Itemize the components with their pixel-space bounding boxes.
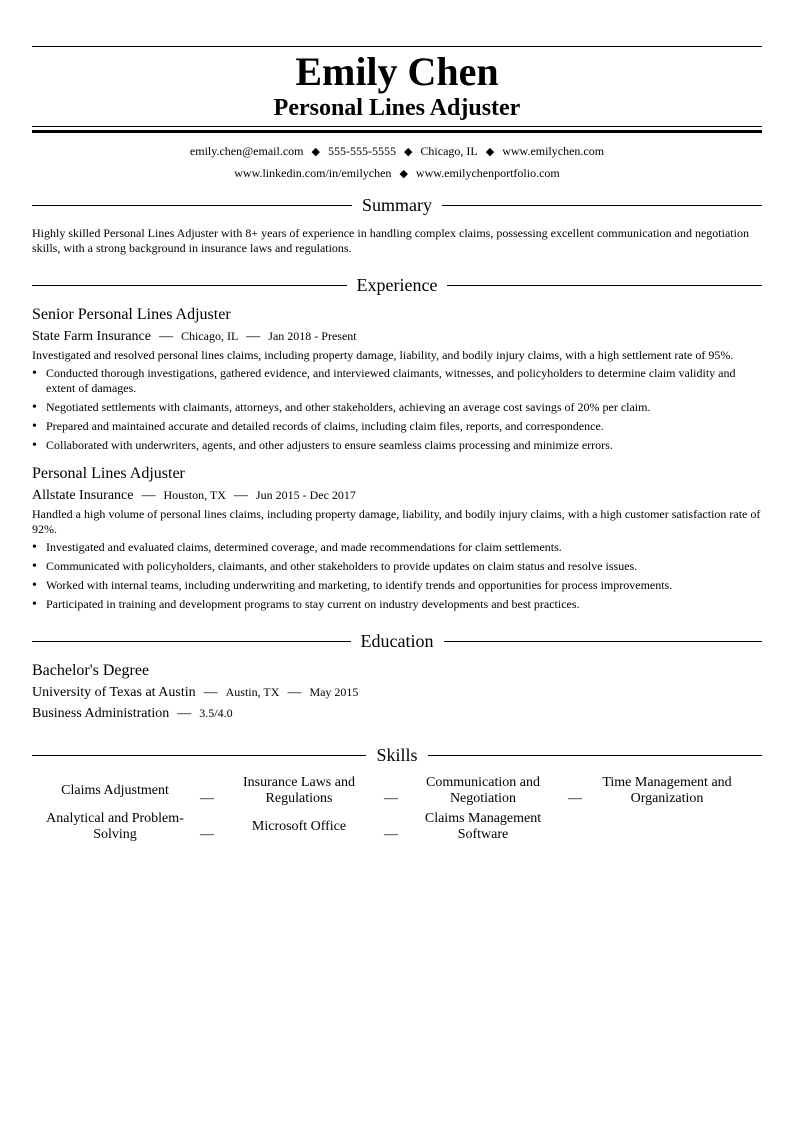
- skill-item: Communication and Negotiation: [426, 775, 540, 806]
- bullet-icon: •: [32, 419, 37, 434]
- education-entry: [32, 661, 762, 723]
- skill-item: Claims Management Software: [424, 811, 542, 842]
- heading-rule: [447, 285, 762, 286]
- summary-heading: [32, 195, 762, 215]
- dash-separator: —: [200, 791, 214, 806]
- job-bullets: [32, 366, 762, 453]
- bullet-text: Prepared and maintained accurate and detailed records of claims, including claim files, reports, and correspondence.: [46, 419, 604, 433]
- skill-empty-cell: [566, 811, 584, 843]
- bullet-icon: •: [32, 400, 37, 415]
- bullet-icon: •: [32, 578, 37, 593]
- education-school: University of Texas at Austin: [32, 685, 196, 700]
- bullet-text: Collaborated with underwriters, agents, and other adjusters to ensure seamless claims processing and minimize errors.: [46, 438, 613, 452]
- job-dates: Jan 2018 - Present: [268, 329, 357, 343]
- bullet-text: Conducted thorough investigations, gathered evidence, and interviewed claimants, witnesses, and policyholders to determine claim validity and extent of damages.: [46, 366, 736, 395]
- header-thick-rule: [32, 130, 762, 133]
- dash-separator: —: [158, 329, 173, 344]
- job-title: Senior Personal Lines Adjuster: [32, 306, 231, 323]
- education-degree: Bachelor's Degree: [32, 662, 150, 679]
- experience-heading-label: Experience: [356, 275, 438, 295]
- contact-line-1: [32, 141, 762, 163]
- job-meta: [32, 486, 762, 505]
- skill-item: Analytical and Problem-Solving: [46, 811, 184, 842]
- heading-rule: [442, 205, 762, 206]
- job-dates: Jun 2015 - Dec 2017: [255, 488, 356, 502]
- job-entry: [32, 305, 762, 453]
- heading-rule: [428, 755, 762, 756]
- resume-page: [32, 46, 762, 843]
- skill-item: Insurance Laws and Regulations: [243, 775, 355, 806]
- bullet-text: Negotiated settlements with claimants, attorneys, and other stakeholders, achieving an average cost savings of 20% per claim.: [46, 400, 651, 414]
- skills-heading: [32, 745, 762, 765]
- summary-heading-label: Summary: [362, 195, 432, 215]
- bullet-icon: •: [32, 438, 37, 453]
- skill-item: Claims Adjustment: [61, 783, 169, 798]
- list-item: [32, 597, 762, 612]
- job-title: Personal Lines Adjuster: [32, 465, 185, 482]
- diamond-icon: ◆: [403, 146, 413, 158]
- dash-separator: —: [287, 685, 302, 700]
- contact-portfolio[interactable]: www.emilychenportfolio.com: [415, 166, 560, 180]
- bullet-text: Worked with internal teams, including underwriting and marketing, to identify trends and opportunities for process improvements.: [46, 578, 673, 592]
- contact-location: Chicago, IL: [420, 144, 478, 158]
- contact-website[interactable]: www.emilychen.com: [502, 144, 605, 158]
- education-major-line: [32, 704, 762, 723]
- list-item: [32, 559, 762, 574]
- dash-separator: —: [200, 827, 214, 842]
- diamond-icon: ◆: [399, 168, 408, 180]
- job-meta: [32, 327, 762, 346]
- candidate-title: Personal Lines Adjuster: [273, 95, 521, 121]
- education-location: Austin, TX: [225, 685, 280, 699]
- diamond-icon: ◆: [485, 146, 495, 158]
- skills-heading-label: Skills: [376, 745, 418, 765]
- bullet-icon: •: [32, 540, 37, 555]
- bullet-text: Participated in training and development programs to stay current on industry developments and best practices.: [46, 597, 580, 611]
- skill-empty-cell: [584, 811, 750, 843]
- header-top-rule: [32, 46, 762, 47]
- contact-email[interactable]: emily.chen@email.com: [189, 144, 304, 158]
- heading-rule: [32, 641, 351, 642]
- experience-heading: [32, 275, 762, 295]
- bullet-icon: •: [32, 597, 37, 612]
- dash-separator: —: [246, 329, 261, 344]
- bullet-icon: •: [32, 366, 37, 381]
- dash-separator: —: [141, 488, 156, 503]
- list-item: [32, 578, 762, 593]
- list-item: [32, 400, 762, 415]
- skill-item: Microsoft Office: [251, 819, 347, 834]
- job-location: Chicago, IL: [180, 329, 239, 343]
- bullet-text: Communicated with policyholders, claimants, and other stakeholders to provide updates on claim status and resolve issues.: [46, 559, 638, 573]
- bullet-icon: •: [32, 559, 37, 574]
- education-gpa: 3.5/4.0: [199, 706, 233, 720]
- list-item: [32, 438, 762, 453]
- heading-rule: [32, 205, 352, 206]
- heading-rule: [444, 641, 763, 642]
- list-item: [32, 366, 762, 396]
- job-description: Investigated and resolved personal lines claims, including property damage, liability, and bodily injury claims, with a high settlement rate of 95%.: [32, 348, 734, 362]
- job-entry: [32, 464, 762, 612]
- education-major: Business Administration: [32, 706, 170, 721]
- bullet-text: Investigated and evaluated claims, determined coverage, and made recommendations for claim settlements.: [46, 540, 562, 554]
- list-item: [32, 419, 762, 434]
- candidate-name: Emily Chen: [295, 49, 499, 94]
- list-item: [32, 540, 762, 555]
- dash-separator: —: [233, 488, 248, 503]
- skills-grid: [32, 775, 762, 843]
- contact-line-2: [32, 163, 762, 185]
- education-meta: [32, 683, 762, 702]
- education-heading: [32, 631, 762, 651]
- diamond-icon: ◆: [311, 146, 320, 158]
- heading-rule: [32, 755, 366, 756]
- dash-separator: —: [384, 791, 398, 806]
- dash-separator: —: [568, 791, 582, 806]
- education-heading-label: Education: [360, 631, 434, 651]
- dash-separator: —: [384, 827, 398, 842]
- dash-separator: —: [177, 706, 192, 721]
- skill-item: Time Management and Organization: [602, 775, 732, 806]
- job-description: Handled a high volume of personal lines claims, including property damage, liability, and bodily injury claims, with a high customer satisfaction rate of 92%.: [32, 507, 761, 536]
- job-company: State Farm Insurance: [32, 329, 151, 344]
- job-location: Houston, TX: [163, 488, 226, 502]
- heading-rule: [32, 285, 347, 286]
- education-date: May 2015: [309, 685, 359, 699]
- dash-separator: —: [203, 685, 218, 700]
- header-thin-rule: [32, 126, 762, 127]
- contact-phone[interactable]: 555-555-5555: [327, 144, 396, 158]
- job-bullets: [32, 540, 762, 612]
- job-company: Allstate Insurance: [32, 488, 134, 503]
- summary-text: Highly skilled Personal Lines Adjuster with 8+ years of experience in handling complex claims, possessing excellent communication and negotiation skills, with a strong background in insurance laws and regulations.: [32, 226, 749, 255]
- contact-linkedin[interactable]: www.linkedin.com/in/emilychen: [234, 166, 392, 180]
